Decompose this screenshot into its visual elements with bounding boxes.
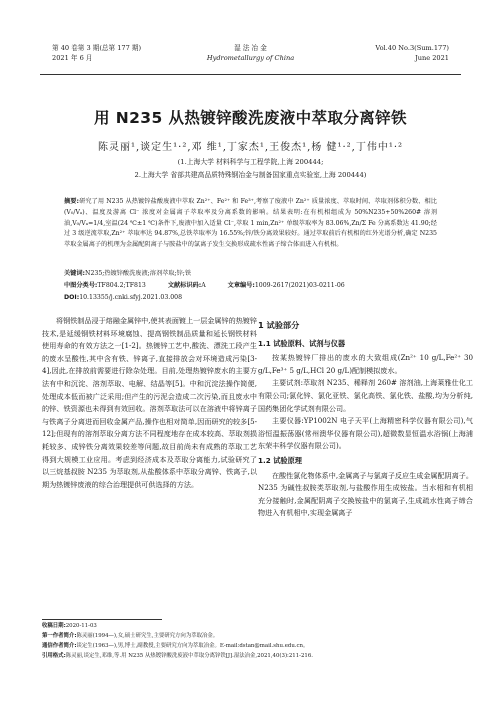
affiliation-2: 2.上海大学 省部共建高品质特殊钢冶金与制备国家重点实验室,上海 200444) xyxy=(134,171,367,179)
journal-header xyxy=(40,44,461,72)
right-column xyxy=(258,315,473,520)
keywords xyxy=(64,269,437,279)
citation-format xyxy=(42,652,459,661)
first-author-text: 陈灵丽(1994—),女,硕士研究生,主要研究方向为萃取冶金。 xyxy=(76,633,219,639)
journal-name-cn: 湿 法 冶 金 xyxy=(234,44,267,52)
issue-date-cn: 2021 年 6 月 xyxy=(52,53,93,62)
corresponding-text: 谈定生(1963—),男,博士,副教授,主要研究方向为萃取冶金。E-mail:dstan@mail.shu.edu.cn。 xyxy=(76,643,309,649)
section-1-heading: 1 试验部分 xyxy=(258,320,300,330)
corresponding-label: 通信作者简介: xyxy=(42,643,77,649)
section-1-1-paragraph: 主要仪器:YP1002N 电子天平(上海精密科学仪器有限公司),气浴恒温振荡器(常州澳华仪器有限公司),超微数显恒温水浴锅(上海浦东荣丰科学仪器有限公司)。 xyxy=(258,416,473,451)
paper-title: 用 N235 从热镀锌酸洗废液中萃取分离锌铁 xyxy=(94,109,407,127)
volume-issue-en: Vol.40 No.3(Sum.177) xyxy=(375,44,449,52)
author-list: 陈灵丽¹,谈定生¹·²,邓 维¹,丁家杰¹,王俊杰¹,杨 健¹·²,丁伟中¹·² xyxy=(97,142,404,153)
keywords-label: 关键词: xyxy=(64,270,86,277)
article-no-label: 文章编号: xyxy=(227,282,255,289)
doi-value: 10.13355/j.cnki.sfyj.2021.03.008 xyxy=(79,294,183,301)
abstract-label: 摘要: xyxy=(64,198,80,205)
received-value: 2020-11-03 xyxy=(65,623,97,629)
left-column xyxy=(42,315,257,491)
section-1-1-heading: 1.1 试验原料、试剂与仪器 xyxy=(258,338,346,348)
abstract-text: 研究了用 N235 从热镀锌盐酸废液中萃取 Zn²⁺、Fe²⁺ 和 Fe³⁺,考察了废液中 Zn²⁺ 质量浓度、萃取时间、萃取剂体积分数、相比(V₀/Vₐ)、温度及游离 Cl⁻ 浓度对金属离子萃取率及分离系数的影响。结果表明:在有机相组成为 50%N235+50%260# 溶剂油,V₀/Vₐ=1/4,室温(24 ℃±1 ℃)条件下,废液中加入适量 Cl⁻,萃取 1 min,Zn²⁺ 单级萃取率为 83.06%,Zn/Σ Fe 分离系数达 41.90;经过 3 级逆流萃取,Zn²⁺ 萃取率达 94.87%,总铁萃取率为 16.55%;锌/铁分离效果较好。通过萃取前后有机相的红外光谱分析,确定 N235 萃取金属离子的机理为金属配阴离子与胺盐中的氯离子发生交换形成疏水性离子缔合体而进入有机相。 xyxy=(64,198,437,249)
volume-issue: 第 40 卷第 3 期(总第 177 期) xyxy=(52,44,142,52)
intro-paragraph: 将钢铁制品浸于熔融金属锌中,使其表面镀上一层金属锌的热镀锌技术,是延缓钢铁材料环境腐蚀、提高钢铁制品质量和延长钢铁材料使用寿命的有效方法之一[1-2]。热镀锌工艺中,酸洗、漂洗工段产生的废水呈酸性,其中含有铁、锌离子,直接排放会对环境造成污染[3-4],因此,在排放前需要进行除杂处理。目前,处理热镀锌废水的主要方法有中和沉淀、溶剂萃取、电解、结晶等[5]。中和沉淀法操作简便,处理成本低而被广泛采用;但产生的污泥会造成二次污染,而且废水中的锌、铁资源也未得到有效回收。溶剂萃取法可以在溶液中将锌离子与铁离子分离进而回收金属产品,操作也相对简单,因而研究的较多[5-12];但现有的溶剂萃取分离方法不同程度地存在成本较高、萃取剂损耗较多、成锌铁分离效果较差等问题,故目前尚未有成熟的萃取工艺得到大规模工业应用。考虑到经济成本及萃取分离能力,试验研究了以三烷基叔胺 N235 为萃取剂,从盐酸体系中萃取分离锌、铁离子,以期为热镀锌废液的综合治理提供可供选择的方法。 xyxy=(42,316,257,489)
doc-code-label: 文献标识码: xyxy=(167,282,202,289)
section-1-2-paragraph: 在酸性氯化物体系中,金属离子与氯离子反应生成金属配阴离子。N235 为碱性叔胺类萃取剂,与盐酸作用生成铵盐。当水相和有机相充分接触时,金属配阴离子交换铵盐中的氯离子,生成疏水性离子缔合物进入有机相中,实现金属离子 xyxy=(258,470,473,518)
affiliation-1: (1.上海大学 材料科学与工程学院,上海 200444; xyxy=(177,158,324,166)
abstract xyxy=(64,197,437,251)
doc-code-value: A xyxy=(201,282,206,289)
received-date xyxy=(42,622,459,631)
doi-label: DOI: xyxy=(64,294,80,301)
classification-line xyxy=(64,281,437,291)
doi xyxy=(64,293,437,303)
section-1-2-heading: 1.2 试验原理 xyxy=(258,455,302,465)
section-1-1-paragraph: 主要试剂:萃取剂 N235、稀释剂 260# 溶剂油,上海莱雅仕化工有限公司;氯化锌、氯化亚铁、氯化高铁、氯化铁、盐酸,均为分析纯,国药集团化学试剂有限公司。 xyxy=(258,378,473,413)
clc-label: 中图分类号: xyxy=(64,282,98,289)
footnote-rule xyxy=(42,619,162,620)
header-rule xyxy=(40,74,461,75)
article-no-value: 1009-2617(2021)03-0211-06 xyxy=(254,282,345,289)
clc-value: TF804.2;TF813 xyxy=(97,282,146,289)
first-author-label: 第一作者简介: xyxy=(42,633,77,639)
corresponding-author-bio xyxy=(42,642,459,651)
citation-text: 陈灵丽,谈定生,邓维,等.用 N235 从热镀锌酸洗废液中萃取分离锌铁[J].湿法冶金,2021,40(3):211-216. xyxy=(65,653,313,659)
issue-info-en xyxy=(375,44,449,63)
first-author-bio xyxy=(42,632,459,641)
received-label: 收稿日期: xyxy=(42,623,66,629)
journal-name-en: Hydrometallurgy of China xyxy=(206,53,295,62)
citation-label: 引用格式: xyxy=(42,653,66,659)
issue-date-en: June 2021 xyxy=(415,53,449,62)
keywords-text: N235;热镀锌酸洗废液;溶剂萃取;锌;铁 xyxy=(85,270,192,277)
section-1-1-paragraph: 按某热镀锌厂排出的废水的大致组成(Zn²⁺ 10 g/L,Fe²⁺ 30 g/L,Fe³⁺ 5 g/L,HCl 20 g/L)配制模拟废水。 xyxy=(258,353,473,375)
